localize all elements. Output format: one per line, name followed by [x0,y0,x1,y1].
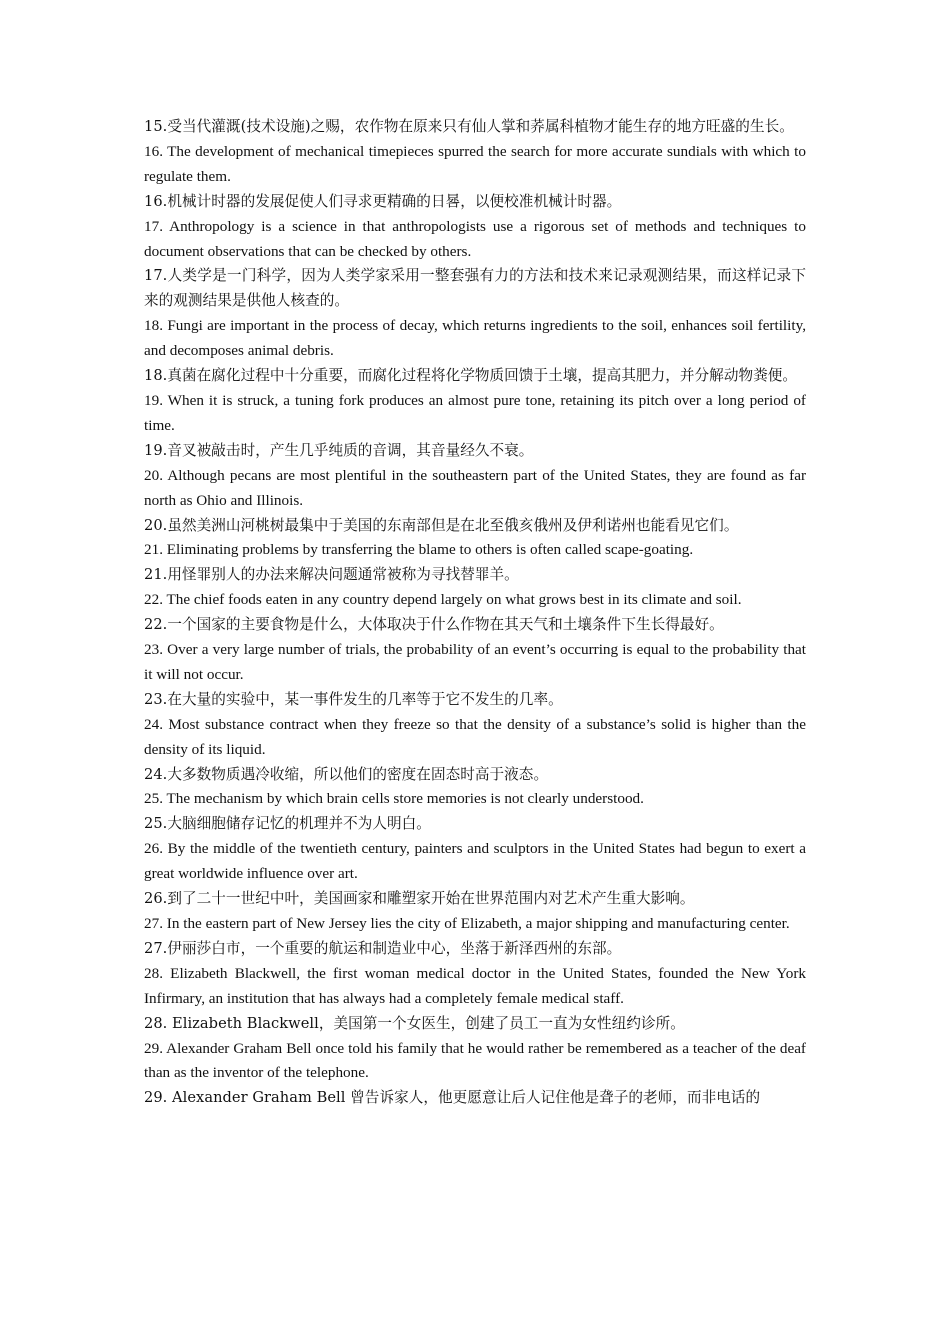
paragraph-17-en: 17. Anthropology is a science in that anthropologists use a rigorous set of methods and techniques to document observations that can be checked by others. [144,217,806,260]
paragraph-22-en: 22. The chief foods eaten in any country depend largely on what grows best in its climate and soil. [144,591,742,609]
paragraph-27-en: 27. In the eastern part of New Jersey lies the city of Elizabeth, a major shipping and manufacturing center. [144,915,790,932]
paragraph-23-en: 23. Over a very large number of trials, the probability of an event’s occurring is equal to the probability that it will not occur. [144,641,806,683]
paragraph-27-zh: 27.伊丽莎白市，一个重要的航运和制造业中心，坐落于新泽西州的东部。 [144,939,622,957]
paragraph-29-en: 29. Alexander Graham Bell once told his family that he would rather be remembered as a teacher of the deaf than as the inventor of the telephone. [144,1039,806,1082]
paragraph-23-zh: 23.在大量的实验中，某一事件发生的几率等于它不发生的几率。 [144,690,563,708]
paragraph-20-en: 20. Although pecans are most plentiful in the southeastern part of the United States, they are found as far north as Ohio and Illinois. [144,466,806,509]
paragraph-25-zh: 25.大脑细胞储存记忆的机理并不为人明白。 [144,815,431,833]
paragraph-20-zh: 20.虽然美洲山河桃树最集中于美国的东南部但是在北至俄亥俄州及伊利诺州也能看见它们。 [144,516,739,534]
paragraph-25-en: 25. The mechanism by which brain cells store memories is not clearly understood. [144,790,644,808]
paragraph-21-zh: 21.用怪罪别人的办法来解决问题通常被称为寻找替罪羊。 [144,566,519,584]
paragraph-26-zh: 26.到了二十一世纪中叶，美国画家和雕塑家开始在世界范围内对艺术产生重大影响。 [144,890,695,908]
paragraph-28-zh: 28. Elizabeth Blackwell，美国第一个女医生，创建了员工一直为女性纽约诊所。 [144,1014,685,1032]
paragraph-15-zh: 15.受当代灌溉(技术设施)之赐，农作物在原来只有仙人掌和荞属科植物才能生存的地方旺盛的生长。 [144,118,794,135]
paragraph-16-zh: 16.机械计时器的发展促使人们寻求更精确的日晷，以便校准机械计时器。 [144,192,622,210]
paragraph-18-en: 18. Fungi are important in the process of decay, which returns ingredients to the soil, enhances soil fertility, and decomposes animal debris. [144,317,806,360]
paragraph-17-zh: 17.人类学是一门科学，因为人类学家采用一整套强有力的方法和技术来记录观测结果，而这样记录下来的观测结果是供他人核查的。 [144,267,806,310]
paragraph-28-en: 28. Elizabeth Blackwell, the first woman medical doctor in the United States, founded the New York Infirmary, an institution that has always had a completely female medical staff. [144,964,806,1007]
document-page [144,115,806,1111]
paragraph-16-en: 16. The development of mechanical timepieces spurred the search for more accurate sundials with which to regulate them. [144,142,806,185]
paragraph-24-en: 24. Most substance contract when they freeze so that the density of a substance’s solid is higher than the density of its liquid. [144,715,806,758]
paragraph-22-zh: 22.一个国家的主要食物是什么，大体取决于什么作物在其天气和土壤条件下生长得最好。 [144,616,724,634]
paragraph-21-en: 21. Eliminating problems by transferring the blame to others is often called scape-goating. [144,541,694,559]
paragraph-26-en: 26. By the middle of the twentieth century, painters and sculptors in the United States had begun to exert a great worldwide influence over art. [144,840,806,883]
paragraph-19-zh: 19.音叉被敲击时，产生几乎纯质的音调，其音量经久不衰。 [144,441,534,459]
paragraph-29-zh: 29. Alexander Graham Bell 曾告诉家人，他更愿意让后人记住他是聋子的老师，而非电话的 [144,1089,761,1107]
paragraph-24-zh: 24.大多数物质遇冷收缩，所以他们的密度在固态时高于液态。 [144,765,549,783]
paragraph-19-en: 19. When it is struck, a tuning fork produces an almost pure tone, retaining its pitch over a long period of time. [144,391,806,434]
paragraph-18-zh: 18.真菌在腐化过程中十分重要，而腐化过程将化学物质回馈于土壤，提高其肥力，并分解动物粪便。 [144,367,798,385]
